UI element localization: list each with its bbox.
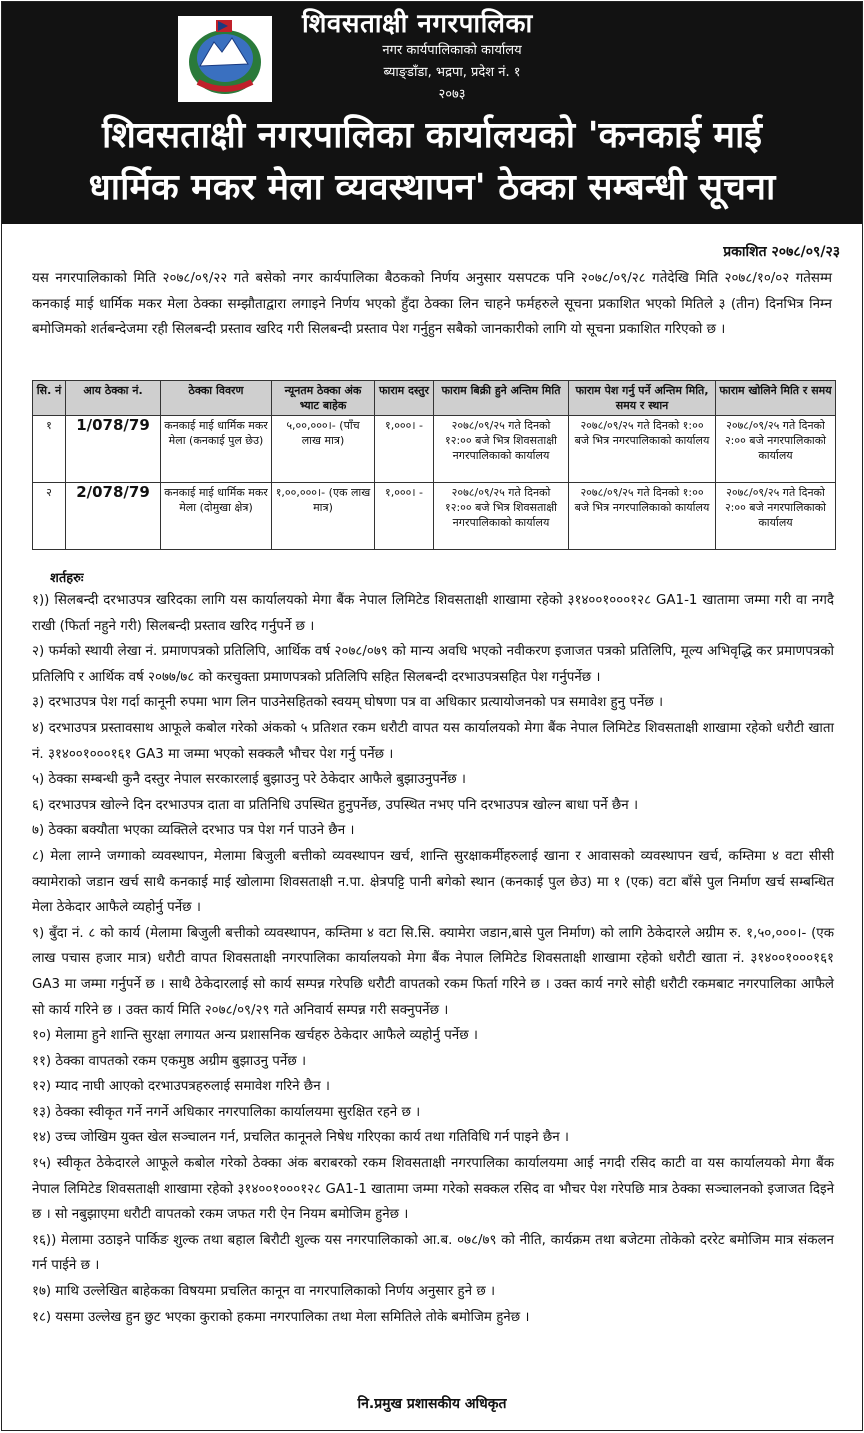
tender-table (32, 380, 836, 550)
cell-sale-deadline: २०७८/०९/२५ गते दिनको १२:०० बजे भित्र शिवसताक्षी नगरपालिकाको कार्यालय (434, 483, 569, 550)
intro-paragraph: यस नगरपालिकाको मिति २०७८/०९/२२ गते बसेको नगर कार्यपालिका बैठकको निर्णय अनुसार यसपटक पनि २०७८/०९/२८ गतेदेखि मिति २०७८/१०/०२ गतेसम्म कनकाई माई धार्मिक मकर मेला ठेक्का सम्झौताद्वारा लगाइने निर्णय भएको हुँदा ठेक्का लिन चाहने फर्महरुले सूचना प्रकाशित भएको मितिले ३ (तीन) दिनभित्र निम्न बमोजिमको शर्तबन्देजमा रही सिलबन्दी प्रस्ताव खरिद गरी सिलबन्दी प्रस्ताव पेश गर्नुहुन सबैको जानकारीको लागि यो सूचना प्रकाशित गरिएको छ । (32, 271, 832, 337)
term-item: ११) ठेक्का वापतको रकम एकमुष्ठ अग्रीम बुझाउनु पर्नेछ । (32, 1053, 307, 1069)
published-date: प्रकाशित २०७८/०९/२३ (723, 244, 840, 260)
cell-min-amount: १,००,०००।- (एक लाख मात्र) (272, 483, 375, 550)
column-header: फाराम दस्तुर (375, 381, 434, 416)
term-item: १)) सिलबन्दी दरभाउपत्र खरिदका लागि यस कार्यालयको मेगा बैंक नेपाल लिमिटेड शिवसताक्षी शाखामा रहेको ३१४००१०००१२८ GA1-1 खातामा जम्मा गरी वा नगदै राखी (फिर्ता नहुने गरी) सिलबन्दी प्रस्ताव खरिद गर्नुपर्ने छ । (32, 593, 834, 634)
term-item: ४) दरभाउपत्र प्रस्तावसाथ आफूले कबोल गरेको अंकको ५ प्रतिशत रकम धरौटी वापत यस कार्यालयको मेगा बैंक नेपाल लिमिटेड शिवसताक्षी शाखामा रहेको धरौटी खाता नं. ३१४००१०००१६१ GA3 मा जम्मा भएको सक्कलै भौचर पेश गर्नु पर्नेछ । (32, 720, 834, 762)
term-item: ६) दरभाउपत्र खोल्ने दिन दरभाउपत्र दाता वा प्रतिनिधि उपस्थित हुनुपर्नेछ, उपस्थित नभए पनि दरभाउपत्र खोल्न बाधा पर्ने छैन । (32, 797, 639, 813)
column-header: सि. नं (33, 381, 66, 416)
table-header-row (33, 381, 836, 416)
cell-submit-deadline: २०७८/०९/२५ गते दिनको १:०० बजे भित्र नगरपालिकाको कार्यालय (569, 416, 716, 483)
cell-contract-no: 1/078/79 (66, 416, 161, 483)
term-item: १०) मेलामा हुने शान्ति सुरक्षा लगायत अन्य प्रशासनिक खर्चहरु ठेकेदार आफैले व्यहोर्नु पर्नेछ । (32, 1028, 478, 1044)
office-established-year: २०७३ (438, 87, 466, 102)
column-header: फाराम खोलिने मिति र समय (716, 381, 836, 416)
column-header: फाराम बिक्री हुने अन्तिम मिति (434, 381, 569, 416)
nepal-emblem-icon (178, 16, 272, 102)
term-item: २) फर्मको स्थायी लेखा नं. प्रमाणपत्रको प्रतिलिपि, आर्थिक वर्ष २०७८/०७९ को मान्य अवधि भएको नवीकरण इजाजत पत्रको प्रतिलिपि, मूल्य अभिवृद्धि कर प्रमाणपत्रको प्रतिलिपि र आर्थिक वर्ष २०७७/७८ को करचुक्ता प्रमाणपत्रको प्रतिलिपि सहित सिलबन्दी दरभाउपत्रसहित पेश गर्नुपर्नेछ । (32, 644, 834, 685)
cell-opening: २०७८/०९/२५ गते दिनको २:०० बजे नगरपालिकाको कार्यालय (716, 416, 836, 483)
cell-description: कनकाई माई धार्मिक मकर मेला (कनकाई पुल छेउ) (161, 416, 272, 483)
column-header: न्यूनतम ठेक्का अंक भ्याट बाहेक (272, 381, 375, 416)
cell-sn: २ (33, 483, 66, 550)
office-address: ब्याङ्डाँडा, भद्रपा, प्रदेश नं. १ (383, 65, 521, 80)
cell-opening: २०७८/०९/२५ गते दिनको २:०० बजे नगरपालिकाको कार्यालय (716, 483, 836, 550)
notice-page (1, 1, 863, 1431)
cell-sale-deadline: २०७८/०९/२५ गते दिनको १२:०० बजे भित्र शिवसताक्षी नगरपालिकाको कार्यालय (434, 416, 569, 483)
cell-sn: १ (33, 416, 66, 483)
term-item: १७) माथि उल्लेखित बाहेकका विषयमा प्रचलित कानून वा नगरपालिकाको निर्णय अनुसार हुने छ । (32, 1284, 496, 1300)
term-item: ९) बुँदा नं. ८ को कार्य (मेलामा बिजुली बत्तीको व्यवस्थापन, कम्तिमा ४ वटा सि.सि. क्यामेरा जडान,बासे पुल निर्माण) को लागि ठेकेदारले अग्रीम रु. १,५०,०००।- (एक लाख पचास हजार मात्र) धरौटी वापत शिवसताक्षी नगरपालिका कार्यालयको मेगा बैंक नेपाल लिमिटेड शिवसताक्षी शाखामा रहेको धरौटी खाता नं. ३१४००१०००१६१ GA3 मा जम्मा गर्नुपर्ने छ । साथै ठेकेदारलाई सो कार्य सम्पन्न गरेपछि धरौटी वापतको रकम फिर्ता गरिने छ । उक्त कार्य नगरे सोही धरौटी रकमबाट नगरपालिका आफैले सो कार्य गरिने छ । उक्त कार्य मिति २०७८/०९/२९ गते अनिवार्य सम्पन्न गरी सक्नुपर्नेछ । (32, 925, 834, 1018)
term-item: १६)) मेलामा उठाइने पार्किङ शुल्क तथा बहाल बिरौटी शुल्क यस नगरपालिकाको आ.ब. ०७८/७९ को नीति, कार्यक्रम तथा बजेटमा तोकेको दररेट बमोजिम मात्र संकलन गर्न पाईने छ । (32, 1232, 834, 1274)
notice-header (2, 2, 862, 224)
cell-form-fee: १,०००। - (375, 416, 434, 483)
term-item: ३) दरभाउपत्र पेश गर्दा कानूनी रुपमा भाग लिन पाउनेसहितको स्वयम् घोषणा पत्र वा अधिकार प्रत्यायोजनको पत्र समावेश हुनु पर्नेछ । (32, 695, 664, 711)
notice-headline-line2: धार्मिक मकर मेला व्यवस्थापन' ठेक्का सम्बन्धी सूचना (88, 167, 776, 208)
column-header: आय ठेक्का नं. (66, 381, 161, 416)
term-item: १३) ठेक्का स्वीकृत गर्ने नगर्ने अधिकार नगरपालिका कार्यालयमा सुरक्षित रहने छ । (32, 1104, 421, 1120)
cell-description: कनकाई माई धार्मिक मकर मेला (दोमुखा क्षेत्र) (161, 483, 272, 550)
term-item: ५) ठेक्का सम्बन्धी कुनै दस्तुर नेपाल सरकारलाई बुझाउनु परे ठेकेदार आफैले बुझाउनुपर्नेछ । (32, 772, 466, 788)
cell-min-amount: ५,००,०००।- (पाँच लाख मात्र) (272, 416, 375, 483)
table-row (33, 416, 836, 483)
term-item: १२) म्याद नाघी आएको दरभाउपत्रहरुलाई समावेश गरिने छैन । (32, 1079, 330, 1095)
cell-contract-no: 2/078/79 (66, 483, 161, 550)
cell-submit-deadline: २०७८/०९/२५ गते दिनको १:०० बजे भित्र नगरपालिकाको कार्यालय (569, 483, 716, 550)
term-item: १५) स्वीकृत ठेकेदारले आफूले कबोल गरेको ठेक्का अंक बराबरको रकम शिवसताक्षी नगरपालिका कार्यालयमा आई नगदी रसिद काटी वा यस कार्यालयको मेगा बैंक नेपाल लिमिटेड शिवसताक्षी शाखामा रहेको ३१४००१०००१२८ GA1-1 खातामा जम्मा गरेको सक्कल रसिद वा भौचर पेश गरेपछि मात्र ठेक्का सञ्चालनको इजाजत दिइने छ । सो नबुझाएमा धरौटी वापतको रकम जफत गरी ऐन नियम बमोजिम हुनेछ । (32, 1156, 834, 1223)
term-item: १८) यसमा उल्लेख हुन छुट भएका कुराको हकमा नगरपालिका तथा मेला समितिले तोके बमोजिम हुनेछ । (32, 1309, 530, 1325)
term-item: १४) उच्च जोखिम युक्त खेल सञ्चालन गर्न, प्रचलित कानूनले निषेध गरिएका कार्य तथा गतिविधि गर्न पाइने छैन । (32, 1130, 570, 1146)
notice-headline-line1: शिवसताक्षी नगरपालिका कार्यालयको 'कनकाई माई (102, 115, 762, 156)
office-subtitle: नगर कार्यपालिकाको कार्यालय (382, 43, 522, 58)
office-name: शिवसताक्षी नगरपालिका (302, 9, 533, 39)
table-row (33, 483, 836, 550)
column-header: ठेक्का विवरण (161, 381, 272, 416)
term-item: ७) ठेक्का बक्यौता भएका व्यक्तिले दरभाउ पत्र पेश गर्न पाउने छैन । (32, 823, 355, 839)
terms-heading: शर्तहरुः (50, 571, 84, 586)
column-header: फाराम पेश गर्नु पर्ने अन्तिम मिति, समय र स्थान (569, 381, 716, 416)
terms-list (32, 588, 834, 1330)
signatory-title: नि.प्रमुख प्रशासकीय अधिकृत (357, 1396, 507, 1412)
term-item: ८) मेला लाग्ने जग्गाको व्यवस्थापन, मेलामा बिजुली बत्तीको व्यवस्थापन खर्च, शान्ति सुरक्षाकर्मीहरुलाई खाना र आवासको व्यवस्थापन खर्च, कम्तिमा ४ वटा सीसी क्यामेराको जडान खर्च साथै कनकाई माई खोलामा शिवसताक्षी न.पा. क्षेत्रपट्टि पानी बगेको स्थान (कनकाई पुल छेउ) मा १ (एक) वटा बाँसे पुल निर्माण खर्च सम्बन्धित मेला ठेकेदार आफैले व्यहोर्नु पर्नेछ । (32, 848, 834, 916)
cell-form-fee: १,०००। - (375, 483, 434, 550)
